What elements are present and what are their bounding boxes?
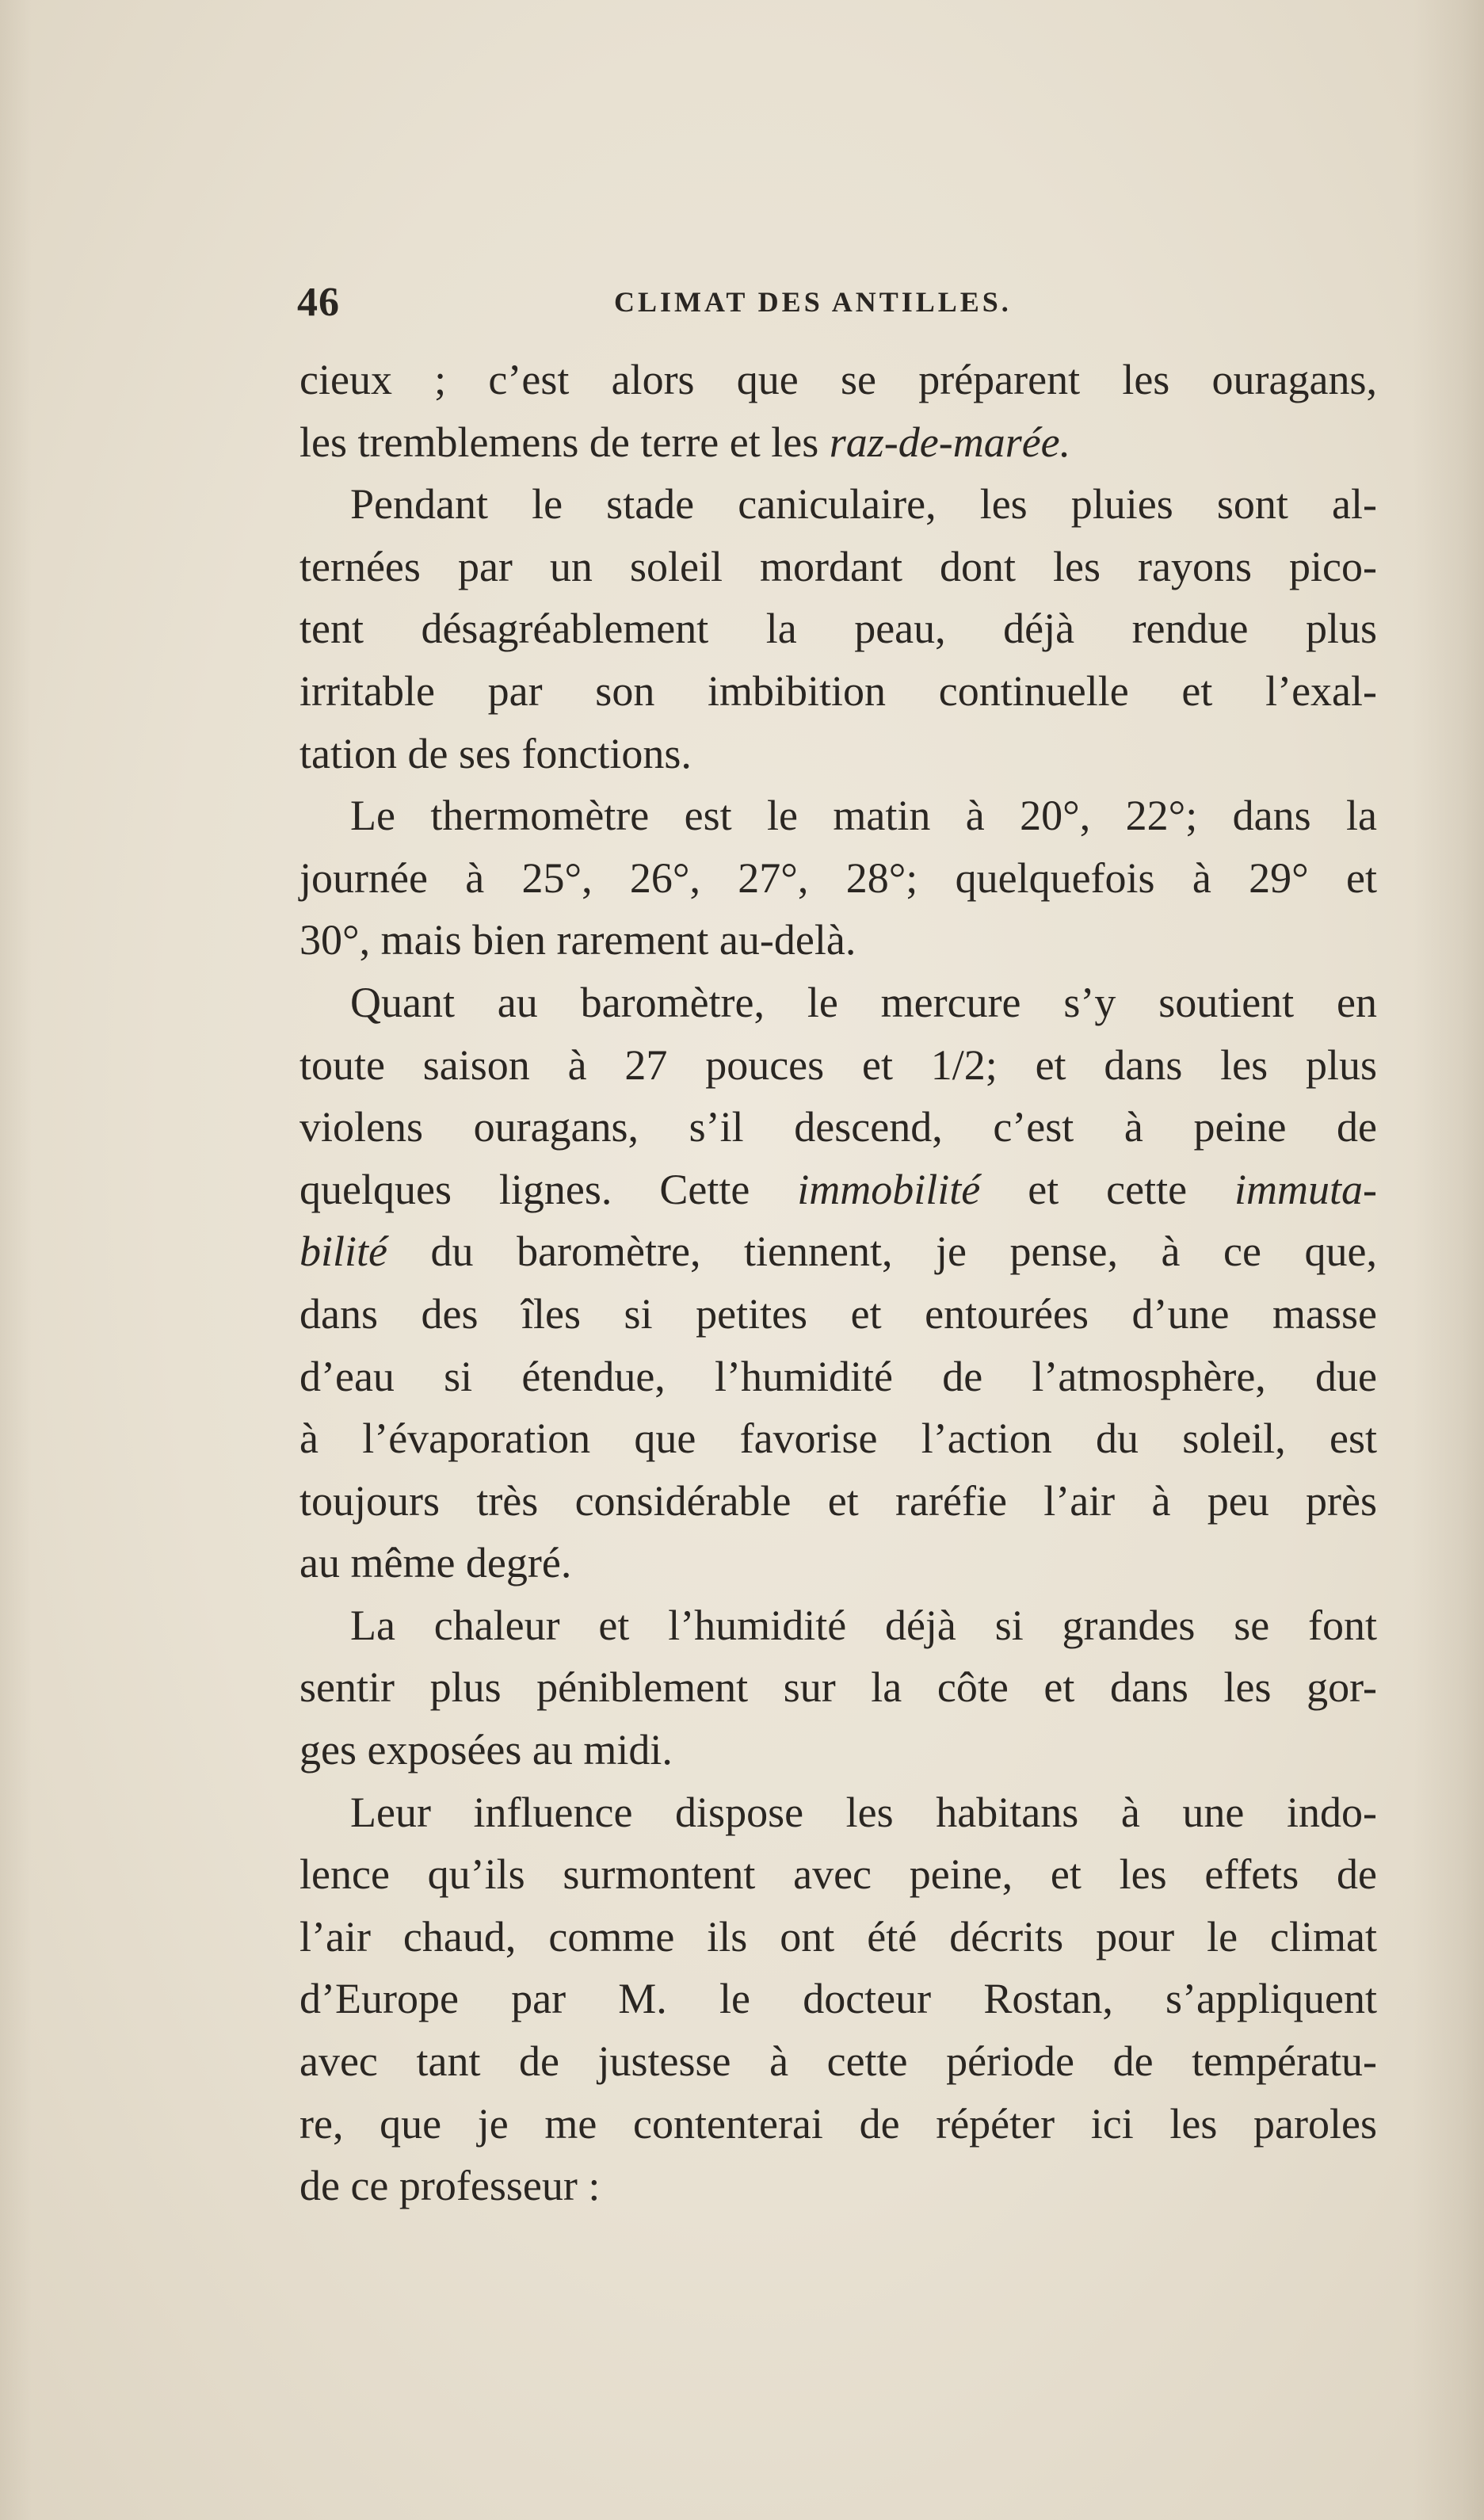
text-line	[299, 1656, 1377, 1719]
italic-text-run: immuta-	[1234, 1165, 1377, 1213]
text-run: dans des îles si petites et entourées d’une masse	[299, 1289, 1377, 1338]
text-line	[299, 411, 1377, 474]
text-line	[299, 536, 1377, 598]
text-run: lence qu’ils surmontent avec peine, et les effets de	[299, 1850, 1377, 1899]
text-line	[299, 1283, 1377, 1346]
running-title: CLIMAT DES ANTILLES.	[614, 286, 1012, 318]
text-line	[299, 972, 1377, 1034]
text-line	[299, 1159, 1377, 1221]
text-run: cieux ; c’est alors que se préparent les ouragans,	[299, 356, 1377, 403]
text-run: tent désagréablement la peau, déjà rendue plus	[299, 605, 1377, 653]
page-gutter-shadow	[0, 0, 32, 2520]
text-run: de ce professeur :	[299, 2162, 601, 2210]
text-run: toute saison à 27 pouces et 1/2; et dans les plus	[299, 1040, 1377, 1089]
text-run: 30°, mais bien rarement au-delà.	[299, 916, 856, 964]
body-text	[299, 349, 1377, 2217]
text-line	[299, 598, 1377, 660]
italic-text-run: raz-de-marée.	[829, 418, 1071, 466]
text-line	[299, 2155, 1377, 2217]
text-run: quelques lignes. Cette	[299, 1165, 798, 1213]
text-run: journée à 25°, 26°, 27°, 28°; quelquefois à 29° et	[299, 853, 1377, 902]
text-line	[299, 1096, 1377, 1159]
text-run: ges exposées au midi.	[299, 1726, 673, 1774]
text-line	[299, 1532, 1377, 1594]
text-run: et cette	[980, 1165, 1235, 1213]
text-line	[299, 2093, 1377, 2155]
text-line	[299, 473, 1377, 536]
text-run: re, que je me contenterai de répéter ici les paroles	[299, 2099, 1377, 2148]
text-run: l’air chaud, comme ils ont été décrits pour le climat	[299, 1912, 1377, 1961]
text-run: les tremblemens de terre et les	[299, 418, 830, 466]
text-run: ternées par un soleil mordant dont les rayons pico-	[299, 542, 1377, 590]
text-line	[299, 1968, 1377, 2030]
text-line	[299, 2030, 1377, 2093]
text-line	[299, 349, 1377, 411]
text-line	[299, 723, 1377, 785]
text-run: Leur influence dispose les habitans à une indo-	[350, 1788, 1377, 1836]
text-line	[299, 1719, 1377, 1781]
text-run: sentir plus péniblement sur la côte et dans les gor-	[299, 1663, 1377, 1712]
page-number: 46	[297, 280, 340, 325]
text-run: du baromètre, tiennent, je pense, à ce que,	[387, 1228, 1377, 1276]
text-run: violens ouragans, s’il descend, c’est à peine de	[299, 1103, 1377, 1151]
text-run: La chaleur et l’humidité déjà si grandes se font	[350, 1601, 1377, 1649]
text-line	[299, 660, 1377, 723]
text-line	[299, 1407, 1377, 1470]
text-run: Pendant le stade caniculaire, les pluies sont al-	[350, 480, 1377, 529]
page-edge-shadow	[1413, 0, 1484, 2520]
text-line	[299, 1220, 1377, 1283]
text-line	[299, 1594, 1377, 1657]
text-line	[299, 785, 1377, 847]
text-line	[299, 1843, 1377, 1906]
text-line	[299, 1781, 1377, 1844]
text-line	[299, 847, 1377, 910]
text-line	[299, 1470, 1377, 1533]
text-line	[299, 1034, 1377, 1097]
text-run: Le thermomètre est le matin à 20°, 22°; dans la	[350, 792, 1377, 840]
text-line	[299, 1906, 1377, 1968]
text-run: avec tant de justesse à cette période de températu-	[299, 2037, 1377, 2086]
text-run: toujours très considérable et raréfie l’air à peu près	[299, 1476, 1377, 1525]
text-run: au même degré.	[299, 1539, 572, 1587]
text-run: à l’évaporation que favorise l’action du soleil, est	[299, 1415, 1377, 1463]
text-run: d’Europe par M. le docteur Rostan, s’appliquent	[299, 1975, 1377, 2023]
text-run: irritable par son imbibition continuelle et l’exal-	[299, 666, 1377, 715]
text-line	[299, 1346, 1377, 1408]
italic-text-run: bilité	[299, 1228, 387, 1276]
italic-text-run: immobilité	[797, 1165, 981, 1213]
text-run: tation de ses fonctions.	[299, 729, 692, 777]
text-line	[299, 909, 1377, 972]
text-run: Quant au baromètre, le mercure s’y soutient en	[350, 978, 1377, 1026]
text-run: d’eau si étendue, l’humidité de l’atmosphère, due	[299, 1352, 1377, 1400]
running-head	[297, 279, 1375, 334]
